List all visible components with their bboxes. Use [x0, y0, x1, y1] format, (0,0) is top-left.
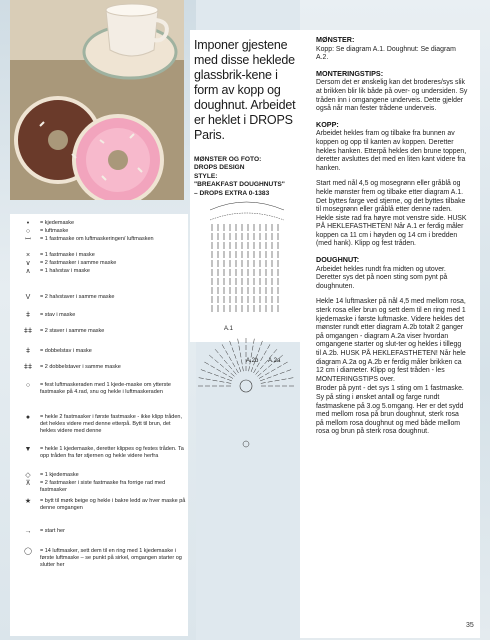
legend-row: [16, 446, 186, 460]
symbol-legend: [10, 214, 188, 636]
star-icon: ★: [24, 498, 32, 505]
donut-stitch-mark: [258, 373, 262, 376]
donut-stitch-mark: [261, 357, 264, 361]
diagram-label-a2a: A.2a: [268, 358, 281, 364]
doughnut-text-3: Broder på pynt - det sys 1 sting om 1 fastmaske. Sy på sting i ønsket antall og farge rundt fastmaskene på 3.og 5.omgang. Her er det sydd med mellom rosa på brun doughnut, sterk rosa på mellom rosa doughnut og med både mellom rosa og brun på sterk rosa doughnut.: [316, 385, 464, 436]
donut-stitch-mark: [209, 355, 213, 358]
donut-stitch-mark: [268, 381, 273, 382]
donut-stitch-mark: [273, 374, 278, 376]
donut-stitch-mark: [239, 346, 240, 351]
legend-row: [16, 312, 186, 319]
legend-text: = hekle 1 kjedemaske, deretter klippes og festes tråden. Ta opp tråden fra før stjernen og hekle videre herfra: [40, 446, 184, 459]
donut-stitch-mark: [268, 364, 272, 367]
donut-stitch-mark: [251, 367, 253, 372]
legend-text: = 2 fastmasker i samme maske: [40, 260, 117, 266]
cup-chart-stitches: [212, 224, 278, 312]
donut-stitch-mark: [288, 378, 293, 379]
donut-stitch-mark: [229, 376, 233, 379]
legend-row: [16, 498, 186, 512]
donut-stitch-mark: [271, 369, 275, 372]
donut-stitch-mark: [225, 369, 229, 372]
legend-text: = 1 fastmaske om luftmaskeringen/ luftmasken: [40, 236, 154, 242]
donut-stitch-mark: [256, 371, 259, 375]
donut-stitch-mark: [204, 362, 208, 365]
legend-row: [16, 348, 186, 355]
donut-stitch-mark: [240, 353, 241, 358]
donut-stitch-mark: [236, 369, 239, 373]
donut-stitch-mark: [260, 365, 263, 369]
donut-stitch-mark: [265, 373, 269, 376]
legend-text: = 2 dobbelstaver i samme maske: [40, 364, 121, 370]
legend-text: = start her: [40, 528, 65, 534]
donut-stitch-mark: [252, 346, 253, 351]
half-double-increase-icon: V: [25, 294, 31, 301]
donut-stitch-mark: [206, 379, 211, 380]
donut-stitch-mark: [215, 349, 218, 353]
donut-stitch-mark: [261, 383, 266, 384]
donut-stitch-mark: [199, 378, 204, 379]
credits-block: [194, 156, 298, 198]
legend-row: [16, 294, 186, 301]
chain-icon: ○: [25, 228, 31, 235]
donut-stitch-mark: [215, 360, 219, 363]
page-number: 35: [466, 622, 474, 629]
legend-text: = 2 fastmasker i siste fastmaske fra forrige rad med fastmasker: [40, 480, 166, 493]
donut-stitch-mark: [259, 376, 263, 379]
donut-stitch-mark: [258, 348, 260, 353]
donut-stitch-mark: [211, 366, 215, 369]
slip-stitch-alt-icon: ◇: [25, 472, 31, 479]
half-double-crochet-icon: ∧: [25, 268, 31, 275]
donut-stitch-mark: [219, 381, 224, 382]
donut-stitch-mark: [239, 367, 241, 372]
donut-stitch-mark: [275, 380, 280, 381]
donut-stitch-mark: [238, 339, 239, 344]
donut-stitch-mark: [229, 365, 232, 369]
single-crochet-around-chain-icon: ꟷ: [25, 236, 31, 243]
legend-text: = luftmaske: [40, 228, 69, 234]
legend-row: [16, 260, 186, 267]
legend-text: = 2 staver i samme maske: [40, 328, 105, 334]
legend-row: [16, 472, 186, 479]
donut-stitch-mark: [241, 359, 242, 364]
coasters-photo: [10, 0, 184, 200]
legend-row: [16, 220, 186, 227]
donut-stitch-mark: [227, 379, 232, 381]
legend-text: = dobbelstav i maske: [40, 348, 92, 354]
legend-row: [16, 364, 186, 371]
treble-crochet-increase-icon: ǂǂ: [23, 364, 33, 371]
magic-ring-icon: ◯: [24, 548, 32, 555]
donut-stitch-mark: [286, 370, 291, 372]
donut-stitch-mark: [230, 341, 232, 346]
legend-row: [16, 414, 186, 435]
donut-stitch-mark: [233, 363, 236, 367]
donut-stitch-mark: [208, 372, 213, 374]
credits-line-2: DROPS DESIGN: [194, 164, 245, 172]
pattern-heading: MØNSTER:: [316, 35, 355, 44]
donut-stitch-mark: [231, 373, 235, 376]
donut-stitch-mark: [234, 354, 236, 359]
legend-text: = 1 halvstav i maske: [40, 268, 90, 274]
assembly-tips-text: Dersom det er ønskelig kan det broderes/sys slik at brikken blir lik både på over- og undersiden. Sy tråden inn i omgangene underveis. Dette gjelder også når man fester trådene underveis.: [316, 79, 468, 113]
donut-stitch-mark: [233, 371, 236, 375]
credits-line-1: MØNSTER OG FOTO:: [194, 156, 262, 163]
donut-stitch-mark: [222, 344, 225, 348]
donut-stitch-mark: [243, 366, 244, 371]
single-crochet-increase-icon: ∨: [25, 260, 31, 267]
donut-stitch-mark: [267, 377, 272, 379]
donut-stitch-mark: [229, 357, 232, 361]
legend-row: [16, 228, 186, 235]
donut-stitch-mark: [214, 374, 219, 376]
donut-stitch-mark: [283, 362, 287, 365]
donut-stitch-mark: [268, 344, 271, 348]
donut-stitch-mark: [280, 372, 285, 374]
doughnut-heading: DOUGHNUT:: [316, 255, 360, 265]
legend-text: = 1 fastmaske i maske: [40, 252, 95, 258]
doughnut-text-1: Arbeidet hekles rundt fra midten og utover. Deretter sys det på noen sting som pynt på doughnuten.: [316, 265, 448, 290]
donut-stitch-mark: [224, 360, 227, 364]
donut-stitch-mark: [232, 348, 234, 353]
double-crochet-icon: ǂ: [25, 312, 31, 319]
donut-stitch-mark: [264, 351, 267, 355]
donut-stitch-mark: [237, 361, 239, 366]
donut-stitch-mark: [221, 377, 226, 379]
donut-stitch-mark: [223, 373, 227, 376]
donut-stitch-mark: [254, 339, 255, 344]
diagram-label-a1: A.1: [224, 326, 234, 332]
donut-stitch-mark: [282, 379, 287, 380]
donut-stitch-mark: [220, 355, 223, 359]
legend-row: [16, 382, 186, 396]
instructions-column: [300, 30, 480, 638]
cup-chart: [210, 202, 284, 220]
donut-stitch-mark: [251, 353, 252, 358]
donut-stitch-mark: [226, 351, 229, 355]
donut-stitch-mark: [277, 366, 281, 369]
slip-stitch-icon: •: [26, 220, 30, 227]
legend-text: = bytt til mørk beige og hekle i bakre ledd av hver maske på denne omgangen: [40, 498, 186, 511]
donut-stitch-mark: [220, 364, 224, 367]
legend-row: [16, 236, 186, 243]
legend-row: [16, 480, 186, 494]
donut-stitch-mark: [201, 370, 206, 372]
crochet-chart-graphics: [196, 196, 296, 628]
donut-stitch-mark: [274, 349, 277, 353]
legend-row: [16, 328, 186, 335]
donut-stitch-mark: [260, 379, 265, 381]
treble-crochet-icon: ǂ: [25, 348, 31, 355]
pattern-text: Kopp: Se diagram A.1. Doughnut: Se diagram A.2.: [316, 45, 456, 62]
headline-text: Imponer gjestene med disse heklede glassbrik-kene i form av kopp og doughnut. Arbeidet er heklet i DROPS Paris.: [194, 38, 296, 142]
crochet-diagrams: [196, 196, 296, 628]
legend-text: = kjedemaske: [40, 220, 75, 226]
legend-text: = hekle 2 fastmasker i første fastmaske - ikke klipp tråden, det hekles videre med denne etterpå. Bytt til brun, det hekles videre med denne: [40, 414, 182, 434]
credits-line-4: "BREAKFAST DOUGHNUTS": [194, 181, 285, 189]
credits-line-5: – DROPS EXTRA 0-1383: [194, 189, 270, 197]
cut-thread-icon: ▼: [24, 446, 32, 453]
join-chain-icon: ○: [25, 382, 31, 389]
legend-row: [16, 528, 186, 535]
legend-text: = stav i maske: [40, 312, 76, 318]
double-crochet-increase-icon: ǂǂ: [23, 328, 33, 335]
donut-stitch-mark: [249, 366, 250, 371]
coasters-illustration: [10, 0, 184, 200]
color-change-icon: ●: [25, 414, 31, 421]
legend-text: = fest luftmaskeraden med 1 kjede-maske om ytterste fastmaske på 4.rad, snu og hekle i luftmaskeraden: [40, 382, 171, 395]
legend-row: [16, 548, 186, 569]
donut-stitch-mark: [226, 383, 231, 384]
single-crochet-icon: ×: [25, 252, 31, 259]
start-arrow-icon: →: [24, 528, 32, 535]
cup-text-2: Start med nål 4,5 og mosegrønn eller gråblå og hekle mønster frem og tilbake etter diagram A.1. Det byttes farge ved stjerne, og det byttes tilbake til mosegrønn eller gråblå etter denne raden. Hekle siste rad fra høyre mot venstre side. HUSK PÅ HEKLEFASTHETEN! Når A.1 er ferdig måler koppen ca 11 cm i høyden og 14 cm i bredden (med hank). Klipp og fest tråden.: [316, 180, 467, 248]
donut-stitch-mark: [217, 369, 221, 372]
cup-text-1: Arbeidet hekles fram og tilbake fra bunnen av koppen og opp til kanten av koppen. Deretter hekles hanken. Etterpå hekles den brune toppen, deretter avsluttes det med en liten kant videre fra hanken.: [316, 130, 467, 172]
donut-stitch-mark: [263, 369, 267, 372]
diagram-label-a2b: A.2b: [246, 358, 259, 364]
credits-line-3: STYLE:: [194, 172, 218, 180]
doughnut-chart: [198, 338, 294, 447]
last-increase-icon: ⊼: [25, 480, 31, 487]
legend-row: [16, 252, 186, 259]
assembly-tips-heading: MONTERINGSTIPS:: [316, 68, 384, 78]
legend-row: [16, 268, 186, 275]
cup-heading: KOPP:: [316, 119, 339, 129]
doughnut-text-2: Hekle 14 luftmasker på nål 4,5 med mellom rosa, sterk rosa eller brun og sett dem til en ring med 1 kjedemaske i første luftmaske. Videre hekles det mønster rundt etter diagram A.2b totalt 2 ganger på omgangen - diagram A.2a viser hvordan omgangene starter og slut-ter og hekles i tillegg til A.2b. HUSK PÅ HEKLEFASTHETEN! Når hele diagram A.2a og A.2b er ferdig måler brikken ca 12 cm i diameter. Klipp og fest tråden - les MONTERINGSTIPS over.: [316, 298, 466, 383]
legend-text: = 14 luftmasker, sett dem til en ring med 1 kjedemaske i første luftmaske – se punkt på sirkel, omgangen starter og slutter her: [40, 548, 182, 568]
donut-stitch-mark: [213, 380, 218, 381]
legend-text: = 2 halvstaver i samme maske: [40, 294, 115, 300]
legend-text: = 1 kjedemaske: [40, 472, 79, 478]
donut-stitch-mark: [254, 369, 257, 373]
donut-stitch-mark: [261, 341, 263, 346]
